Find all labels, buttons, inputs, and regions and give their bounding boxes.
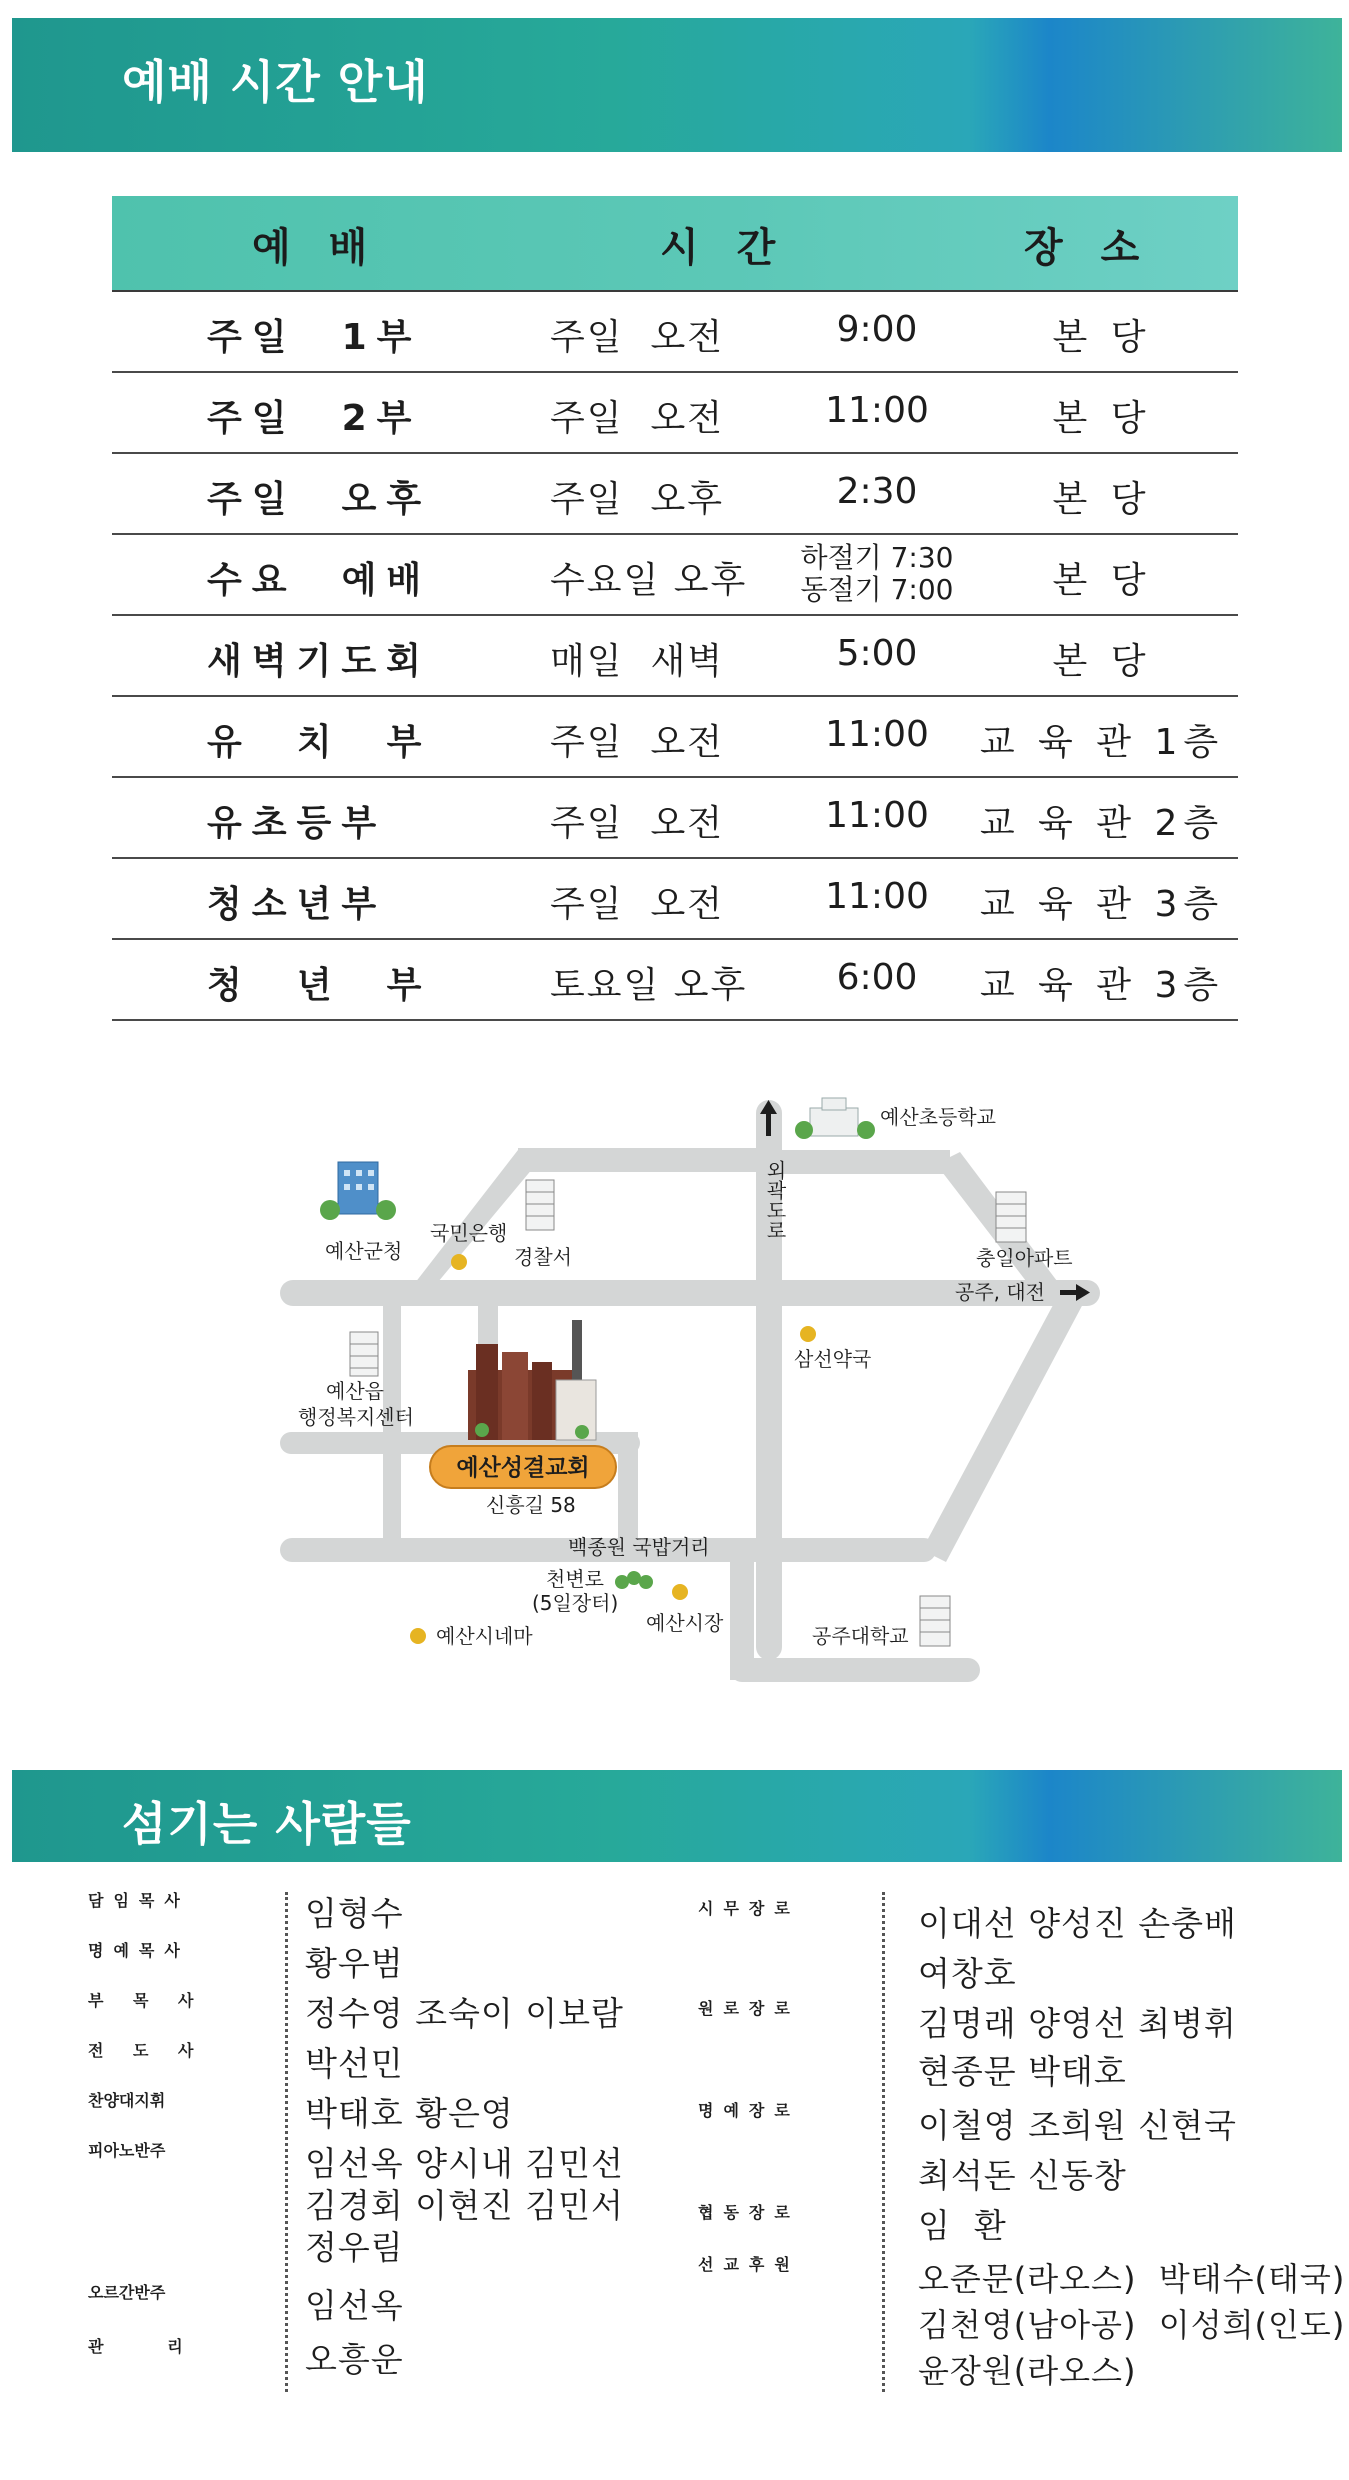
staff-row (698, 2200, 800, 2223)
staff-names: 오흥운 (305, 2340, 404, 2379)
service-name: 유 치 부 (207, 722, 432, 763)
staff-names: 여창호 (918, 1954, 1017, 1993)
table-row (112, 535, 1238, 616)
service-day: 주일 오전 (550, 722, 724, 763)
service-day: 주일 오후 (550, 479, 724, 520)
staff-names: 황우범 (305, 1944, 404, 1983)
service-name: 주일 오후 (207, 479, 432, 520)
staff-row (88, 2038, 206, 2061)
staff-role: 오르간반주 (88, 2283, 166, 2302)
staff-role: 원로장로 (698, 1999, 800, 2018)
staff-names: 윤장원(라오스) (918, 2352, 1137, 2390)
service-place: 교 육 관 1층 (979, 722, 1225, 763)
service-day: 수요일 오후 (550, 560, 748, 601)
staff-row (698, 2252, 800, 2275)
church-name: 예산성결교회 (456, 1455, 590, 1481)
government-building-icon (320, 1162, 396, 1220)
table-row (112, 859, 1238, 940)
location-map (270, 1080, 1140, 1720)
trees-icon (615, 1571, 653, 1589)
bank-marker (451, 1254, 467, 1270)
label-elementary-school: 예산초등학교 (880, 1105, 996, 1129)
label-cheonbeon-1: 천변로 (546, 1567, 604, 1591)
pharmacy-marker (800, 1326, 816, 1342)
cinema-marker (410, 1628, 426, 1644)
staff-names: 임선옥 (305, 2286, 404, 2325)
staff-role: 찬양대지휘 (88, 2091, 166, 2110)
table-row (112, 778, 1238, 859)
label-county-office: 예산군청 (325, 1239, 403, 1263)
header-place: 장 소 (1024, 225, 1152, 271)
staff-banner (12, 1770, 1342, 1862)
staff-role: 전 도 사 (88, 2041, 206, 2060)
service-place: 본 당 (1052, 398, 1152, 439)
service-name: 수요 예배 (207, 560, 432, 601)
label-gukbap-street: 백종원 국밥거리 (568, 1535, 710, 1559)
staff-role: 관 리 (88, 2337, 189, 2356)
staff-row (88, 2138, 165, 2161)
label-outer-road: 외곽도로 (763, 1160, 787, 1240)
service-day: 주일 오전 (550, 803, 724, 844)
label-cinema: 예산시네마 (436, 1624, 533, 1648)
staff-role: 선교후원 (698, 2255, 800, 2274)
staff-role: 담임목사 (88, 1891, 190, 1910)
staff-role: 시무장로 (698, 1899, 800, 1918)
table-row (112, 373, 1238, 454)
label-direction: 공주, 대전 (955, 1280, 1045, 1304)
school-icon (795, 1098, 875, 1139)
apartment-icon (996, 1192, 1026, 1242)
service-time: 11:00 (825, 714, 929, 755)
staff-names: 이대선 양성진 손충배 (918, 1904, 1237, 1943)
staff-role: 부 목 사 (88, 1991, 206, 2010)
service-day: 주일 오전 (550, 398, 724, 439)
service-name: 유초등부 (207, 803, 387, 844)
staff-role: 명예목사 (88, 1941, 190, 1960)
service-time: 6:00 (836, 957, 918, 998)
road-diag-se (922, 1292, 1084, 1562)
table-row (112, 454, 1238, 535)
service-time: 11:00 (825, 876, 929, 917)
worship-banner (12, 18, 1342, 152)
staff-divider-right (882, 1892, 885, 2392)
staff-names: 오준문(라오스) 박태수(태국) (918, 2260, 1346, 2298)
label-pharmacy: 삼선약국 (794, 1347, 872, 1371)
staff-divider-left (285, 1892, 288, 2392)
office-building-icon (920, 1596, 950, 1646)
label-town-office-1: 예산읍 (326, 1379, 384, 1403)
label-cheonbeon-2: (5일장터) (532, 1591, 619, 1615)
service-day: 주일 오전 (550, 317, 724, 358)
table-header (112, 196, 1238, 292)
service-time: 11:00 (825, 795, 929, 836)
label-university: 공주대학교 (812, 1624, 909, 1648)
office-building-icon (350, 1332, 378, 1376)
service-place: 교 육 관 2층 (979, 803, 1225, 844)
staff-names: 임형수 (305, 1894, 404, 1933)
service-day: 토요일 오후 (550, 965, 748, 1006)
staff-names: 김명래 양영선 최병휘 (918, 2004, 1237, 2043)
staff-title: 섬기는 사람들 (122, 1797, 412, 1851)
staff-names: 박선민 (305, 2044, 404, 2083)
service-place: 교 육 관 3층 (979, 884, 1225, 925)
road-bottom-h (730, 1658, 980, 1682)
service-time: 5:00 (836, 633, 918, 674)
time-summer: 하절기 7:30 (800, 541, 954, 574)
header-time: 시 간 (660, 225, 788, 271)
label-kb-bank: 국민은행 (430, 1221, 508, 1245)
staff-names: 이철영 조희원 신현국 (918, 2106, 1237, 2145)
service-place: 본 당 (1052, 560, 1152, 601)
service-place: 교 육 관 3층 (979, 965, 1225, 1006)
service-place: 본 당 (1052, 317, 1152, 358)
staff-row (88, 2280, 165, 2303)
service-day: 주일 오전 (550, 884, 724, 925)
office-building-icon (526, 1180, 554, 1230)
staff-row (88, 1938, 190, 1961)
roads (280, 1100, 1100, 1682)
service-time: 11:00 (825, 390, 929, 431)
service-time: 2:30 (836, 471, 918, 512)
label-town-office-2: 행정복지센터 (298, 1405, 414, 1429)
staff-names: 김경회 이현진 김민서 (305, 2186, 624, 2225)
staff-row (698, 1996, 800, 2019)
staff-row (88, 2334, 189, 2357)
staff-row (698, 2098, 800, 2121)
service-name: 새벽기도회 (207, 641, 431, 682)
road-top-left (518, 1148, 768, 1172)
staff-role: 피아노반주 (88, 2141, 166, 2160)
staff-row (698, 1896, 800, 1919)
staff-names: 박태호 황은영 (305, 2094, 514, 2133)
staff-names: 김천영(남아공) 이성희(인도) (918, 2306, 1346, 2344)
staff-row (88, 1988, 206, 2011)
staff-names: 최석돈 신동창 (918, 2156, 1127, 2195)
label-police: 경찰서 (514, 1245, 572, 1269)
service-day: 매일 새벽 (550, 641, 724, 682)
service-time-seasonal (772, 542, 982, 606)
service-name: 청소년부 (207, 884, 387, 925)
label-market: 예산시장 (646, 1611, 724, 1635)
table-row (112, 940, 1238, 1021)
staff-row (88, 1888, 190, 1911)
table-row (112, 616, 1238, 697)
road-top-right (770, 1150, 950, 1174)
worship-schedule-table (112, 196, 1238, 1021)
header-service: 예 배 (252, 225, 380, 271)
service-place: 본 당 (1052, 479, 1152, 520)
staff-names: 정우림 (305, 2228, 404, 2267)
road-v3 (618, 1432, 638, 1542)
staff-role: 명예장로 (698, 2101, 800, 2120)
church-address: 신흥길 58 (486, 1493, 576, 1517)
service-name: 주일 2부 (207, 398, 422, 439)
staff-names: 정수영 조숙이 이보람 (305, 1994, 624, 2033)
worship-title: 예배 시간 안내 (122, 55, 429, 109)
staff-names: 현종문 박태호 (918, 2052, 1127, 2091)
label-apartment: 충일아파트 (976, 1246, 1073, 1270)
staff-role: 협동장로 (698, 2203, 800, 2222)
staff-names: 임선옥 양시내 김민선 (305, 2144, 624, 2183)
time-winter: 동절기 7:00 (800, 573, 954, 606)
service-name: 주일 1부 (207, 317, 422, 358)
service-time: 9:00 (836, 309, 918, 350)
staff-names: 임 환 (918, 2206, 1007, 2245)
table-row (112, 697, 1238, 778)
table-row (112, 292, 1238, 373)
service-name: 청 년 부 (207, 965, 432, 1006)
market-marker (672, 1584, 688, 1600)
service-place: 본 당 (1052, 641, 1152, 682)
staff-row (88, 2088, 165, 2111)
